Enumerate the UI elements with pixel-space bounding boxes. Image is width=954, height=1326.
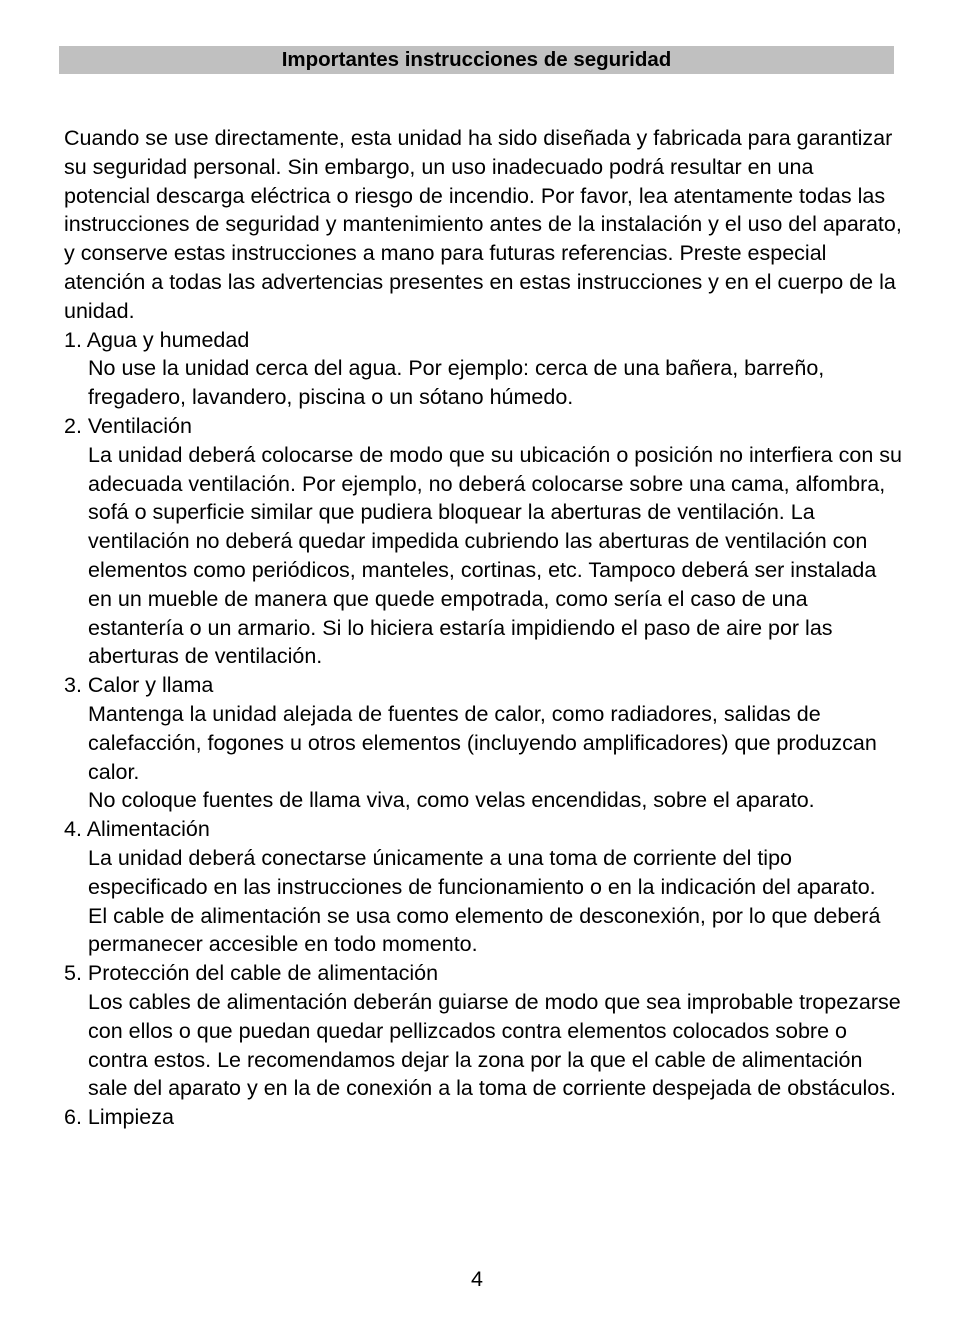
section-power-cord-protection bbox=[64, 959, 904, 1103]
section-heading: 2. Ventilación bbox=[64, 413, 192, 438]
section-paragraph: Los cables de alimentación deberán guiarse de modo que sea improbable tropezarse con ellos o que puedan quedar pellizcados contra elementos colocados sobre o contra estos. Le recomendamos dejar la zona por la que el cable de alimentación sale del aparato y en la de conexión a la toma de corriente despejada de obstáculos. bbox=[88, 989, 901, 1101]
section-paragraph: La unidad deberá colocarse de modo que su ubicación o posición no interfiera con su adecuada ventilación. Por ejemplo, no deberá colocarse sobre una cama, alfombra, sofá o superficie similar que pudiera bloquear la aberturas de ventilación. La ventilación no deberá quedar impedida cubriendo las aberturas de ventilación con elementos como periódicos, manteles, cortinas, etc. Tampoco deberá ser instalada en un mueble de manera que quede empotrada, como sería el caso de una estantería o un armario. Si lo hiciera estaría impidiendo el paso de aire por las aberturas de ventilación. bbox=[88, 442, 902, 669]
section-paragraph: La unidad deberá conectarse únicamente a una toma de corriente del tipo especificado en las instrucciones de funcionamiento o en la indicación del aparato. bbox=[88, 845, 876, 899]
section-ventilation bbox=[64, 412, 904, 671]
intro-paragraph: Cuando se use directamente, esta unidad ha sido diseñada y fabricada para garantizar su seguridad personal. Sin embargo, un uso inadecuado podrá resultar en una potencial descarga eléctrica o riesgo de incendio. Por favor, lea atentamente todas las instrucciones de seguridad y mantenimiento antes de la instalación y el uso del aparato, y conserve estas instrucciones a mano para futuras referencias. Preste especial atención a todas las advertencias presentes en estas instrucciones y en el cuerpo de la unidad. bbox=[64, 126, 902, 323]
section-water-humidity bbox=[64, 326, 904, 412]
section-heading: 5. Protección del cable de alimentación bbox=[64, 961, 439, 986]
section-power-supply bbox=[64, 815, 904, 959]
section-paragraph: Mantenga la unidad alejada de fuentes de calor, como radiadores, salidas de calefacción, fogones u otros elementos (incluyendo amplificadores) que produzcan calor. bbox=[88, 701, 877, 784]
section-heading: 1. Agua y humedad bbox=[64, 327, 250, 352]
title-bar bbox=[59, 46, 894, 74]
section-heading: 4. Alimentación bbox=[64, 817, 210, 842]
section-paragraph: No use la unidad cerca del agua. Por ejemplo: cerca de una bañera, barreño, fregadero, lavandero, piscina o un sótano húmedo. bbox=[88, 356, 825, 410]
section-heading: 6. Limpieza bbox=[64, 1105, 174, 1130]
page-number: 4 bbox=[471, 1267, 483, 1291]
page-title: Importantes instrucciones de seguridad bbox=[281, 48, 672, 71]
section-paragraph: No coloque fuentes de llama viva, como velas encendidas, sobre el aparato. bbox=[88, 788, 815, 813]
document-body bbox=[64, 124, 904, 1132]
section-paragraph: El cable de alimentación se usa como elemento de desconexión, por lo que deberá permanecer accesible en todo momento. bbox=[88, 903, 881, 957]
section-cleaning bbox=[64, 1103, 904, 1132]
section-heading: 3. Calor y llama bbox=[64, 673, 214, 698]
section-heat-flame bbox=[64, 671, 904, 815]
